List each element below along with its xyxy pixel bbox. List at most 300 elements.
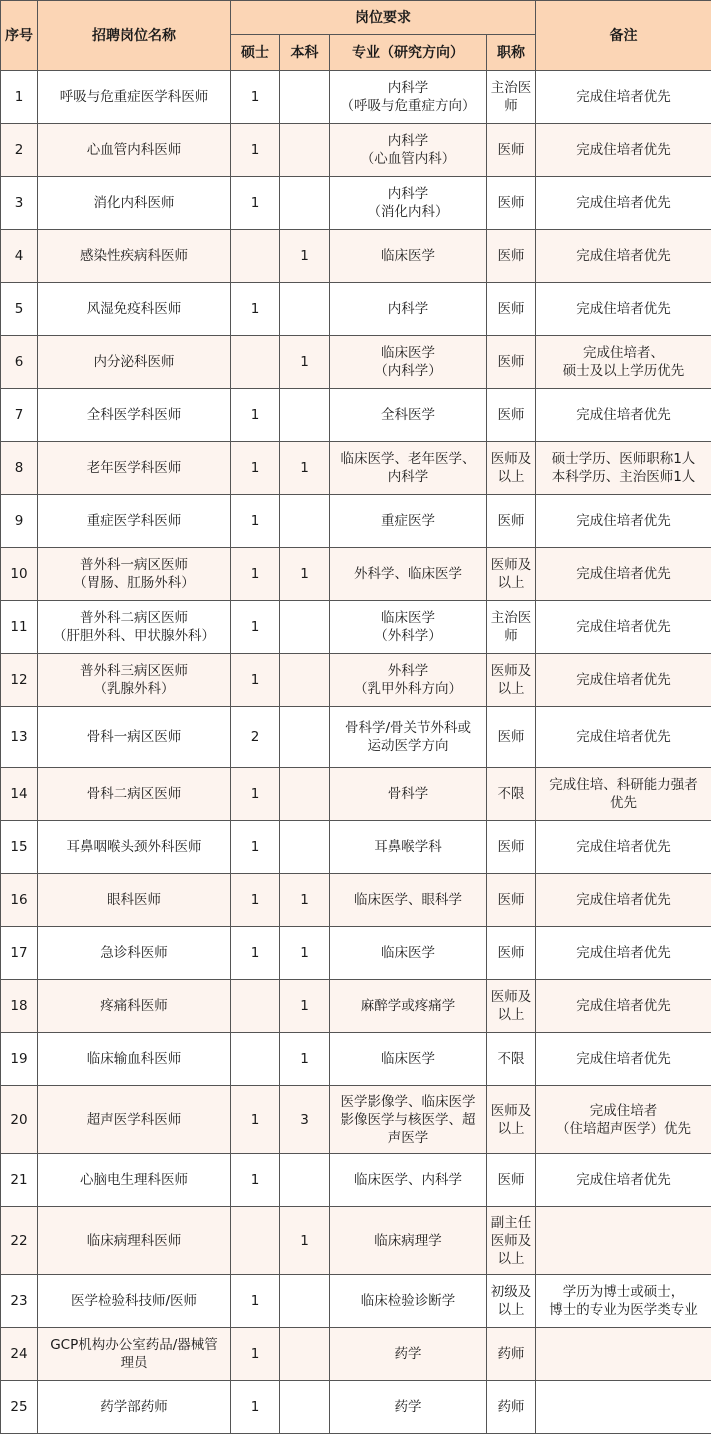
cell-major: [330, 1207, 487, 1275]
cell-bachelor: [280, 601, 330, 654]
cell-major-line: 耳鼻喉学科: [332, 838, 484, 856]
cell-bachelor: [280, 654, 330, 707]
cell-master: 1: [231, 548, 280, 601]
cell-remark: [536, 548, 711, 601]
cell-remark-line: 硕士学历、医师职称1人: [538, 450, 709, 468]
cell-remark-line: 完成住培者优先: [538, 891, 709, 909]
cell-title-line: 师: [489, 97, 533, 115]
cell-major: [330, 707, 487, 768]
cell-major: [330, 1033, 487, 1086]
cell-title-line: 医师: [489, 194, 533, 212]
cell-title: [487, 1154, 536, 1207]
cell-major-line: 医学影像学、临床医学: [332, 1093, 484, 1111]
cell-remark-line: 完成住培者优先: [538, 565, 709, 583]
table-row: [1, 980, 711, 1033]
table-row: [1, 495, 711, 548]
header-position-name: 招聘岗位名称: [38, 1, 231, 71]
cell-position-name-line: 呼吸与危重症医学科医师: [40, 88, 228, 106]
cell-position-name: [38, 177, 231, 230]
cell-position-name-line: 普外科一病区医师: [40, 556, 228, 574]
cell-seq: 22: [1, 1207, 38, 1275]
table-row: [1, 1275, 711, 1328]
cell-title-line: 以上: [489, 468, 533, 486]
cell-position-name: [38, 1328, 231, 1381]
cell-remark-line: 完成住培者优先: [538, 247, 709, 265]
cell-major: [330, 336, 487, 389]
cell-title: [487, 1275, 536, 1328]
cell-title-line: 医师及: [489, 988, 533, 1006]
cell-bachelor: [280, 768, 330, 821]
cell-major-line: （乳甲外科方向）: [332, 680, 484, 698]
cell-remark: [536, 283, 711, 336]
cell-remark-line: 完成住培者优先: [538, 944, 709, 962]
cell-remark-line: 学历为博士或硕士，: [538, 1283, 709, 1301]
cell-remark: [536, 768, 711, 821]
cell-title-line: 医师: [489, 406, 533, 424]
cell-master: 1: [231, 1275, 280, 1328]
cell-master: 1: [231, 874, 280, 927]
cell-title-line: 医师及: [489, 1232, 533, 1250]
cell-title: [487, 1328, 536, 1381]
cell-major: [330, 283, 487, 336]
cell-bachelor: [280, 283, 330, 336]
cell-major: [330, 654, 487, 707]
cell-position-name: [38, 442, 231, 495]
cell-remark: [536, 71, 711, 124]
cell-master: 2: [231, 707, 280, 768]
cell-position-name-line: 老年医学科医师: [40, 459, 228, 477]
cell-title: [487, 336, 536, 389]
cell-seq: 4: [1, 230, 38, 283]
cell-title-line: 主治医: [489, 79, 533, 97]
cell-title-line: 医师及: [489, 1102, 533, 1120]
cell-bachelor: [280, 124, 330, 177]
cell-seq: 15: [1, 821, 38, 874]
header-title: 职称: [487, 35, 536, 71]
cell-title-line: 医师: [489, 891, 533, 909]
cell-remark: [536, 707, 711, 768]
cell-major-line: 内科学: [332, 132, 484, 150]
cell-position-name: [38, 1154, 231, 1207]
cell-title-line: 副主任: [489, 1214, 533, 1232]
cell-major-line: 临床医学: [332, 944, 484, 962]
cell-bachelor: 1: [280, 980, 330, 1033]
table-row: [1, 71, 711, 124]
cell-master: 1: [231, 283, 280, 336]
cell-remark: [536, 821, 711, 874]
header-bachelor: 本科: [280, 35, 330, 71]
cell-bachelor: [280, 495, 330, 548]
cell-major: [330, 821, 487, 874]
cell-major: [330, 1381, 487, 1434]
cell-title: [487, 124, 536, 177]
cell-remark: [536, 980, 711, 1033]
table-row: [1, 177, 711, 230]
cell-major-line: 内科学: [332, 300, 484, 318]
cell-remark-line: 完成住培者优先: [538, 406, 709, 424]
cell-position-name: [38, 230, 231, 283]
cell-bachelor: [280, 821, 330, 874]
cell-major-line: 临床医学: [332, 1050, 484, 1068]
cell-major-line: 临床医学、眼科学: [332, 891, 484, 909]
cell-major-line: 骨科学/骨关节外科或: [332, 719, 484, 737]
cell-master: 1: [231, 495, 280, 548]
cell-master: 1: [231, 768, 280, 821]
cell-position-name: [38, 389, 231, 442]
cell-bachelor: 1: [280, 874, 330, 927]
cell-position-name: [38, 283, 231, 336]
cell-position-name: [38, 874, 231, 927]
cell-remark: [536, 601, 711, 654]
cell-major: [330, 548, 487, 601]
table-row: [1, 336, 711, 389]
cell-title: [487, 495, 536, 548]
cell-seq: 14: [1, 768, 38, 821]
cell-remark-line: 优先: [538, 794, 709, 812]
cell-bachelor: [280, 71, 330, 124]
cell-title: [487, 1086, 536, 1154]
cell-remark-line: 完成住培者优先: [538, 671, 709, 689]
cell-position-name: [38, 927, 231, 980]
cell-seq: 7: [1, 389, 38, 442]
cell-remark: [536, 389, 711, 442]
cell-seq: 23: [1, 1275, 38, 1328]
cell-seq: 6: [1, 336, 38, 389]
cell-position-name: [38, 707, 231, 768]
cell-title: [487, 980, 536, 1033]
cell-title: [487, 548, 536, 601]
cell-position-name: [38, 1207, 231, 1275]
cell-bachelor: 1: [280, 442, 330, 495]
table-row: [1, 548, 711, 601]
table-row: [1, 821, 711, 874]
cell-bachelor: 1: [280, 1207, 330, 1275]
cell-position-name-line: 疼痛科医师: [40, 997, 228, 1015]
cell-remark: [536, 927, 711, 980]
cell-major-line: （外科学）: [332, 627, 484, 645]
cell-seq: 24: [1, 1328, 38, 1381]
cell-title-line: 医师: [489, 728, 533, 746]
header-requirements: 岗位要求: [231, 1, 536, 35]
cell-title-line: 以上: [489, 1301, 533, 1319]
cell-remark: [536, 495, 711, 548]
cell-major-line: 药学: [332, 1345, 484, 1363]
cell-title: [487, 442, 536, 495]
cell-position-name: [38, 71, 231, 124]
cell-bachelor: [280, 1275, 330, 1328]
cell-title-line: 医师: [489, 141, 533, 159]
cell-seq: 17: [1, 927, 38, 980]
cell-major: [330, 442, 487, 495]
cell-remark: [536, 124, 711, 177]
cell-bachelor: 1: [280, 548, 330, 601]
cell-position-name: [38, 1381, 231, 1434]
cell-major-line: 运动医学方向: [332, 737, 484, 755]
cell-title-line: 药师: [489, 1398, 533, 1416]
cell-remark-line: 完成住培者优先: [538, 512, 709, 530]
cell-seq: 20: [1, 1086, 38, 1154]
cell-title-line: 师: [489, 627, 533, 645]
cell-major: [330, 1086, 487, 1154]
cell-major-line: 内科学: [332, 79, 484, 97]
cell-seq: 21: [1, 1154, 38, 1207]
table-row: [1, 1381, 711, 1434]
cell-seq: 19: [1, 1033, 38, 1086]
table-row: [1, 389, 711, 442]
cell-major-line: 骨科学: [332, 785, 484, 803]
cell-title-line: 医师: [489, 353, 533, 371]
cell-position-name: [38, 495, 231, 548]
cell-position-name-line: 急诊科医师: [40, 944, 228, 962]
cell-remark-line: 完成住培者优先: [538, 1050, 709, 1068]
table-row: [1, 1207, 711, 1275]
cell-master: 1: [231, 821, 280, 874]
cell-position-name: [38, 124, 231, 177]
cell-master: 1: [231, 1086, 280, 1154]
cell-seq: 25: [1, 1381, 38, 1434]
cell-major: [330, 980, 487, 1033]
cell-remark: [536, 442, 711, 495]
cell-remark: [536, 336, 711, 389]
cell-master: 1: [231, 442, 280, 495]
cell-remark: [536, 1328, 711, 1381]
cell-remark: [536, 874, 711, 927]
table-row: [1, 1086, 711, 1154]
cell-major: [330, 124, 487, 177]
cell-seq: 12: [1, 654, 38, 707]
cell-position-name-line: 心血管内科医师: [40, 141, 228, 159]
cell-bachelor: [280, 177, 330, 230]
table-row: [1, 230, 711, 283]
cell-title-line: 医师: [489, 1171, 533, 1189]
cell-seq: 11: [1, 601, 38, 654]
cell-major-line: （消化内科）: [332, 203, 484, 221]
cell-remark-line: 完成住培者优先: [538, 728, 709, 746]
cell-remark: [536, 654, 711, 707]
cell-master: [231, 230, 280, 283]
cell-position-name-line: （胃肠、肛肠外科）: [40, 574, 228, 592]
table-row: [1, 1033, 711, 1086]
cell-remark-line: 完成住培者优先: [538, 838, 709, 856]
cell-title-line: 医师: [489, 512, 533, 530]
cell-master: [231, 980, 280, 1033]
cell-title: [487, 601, 536, 654]
cell-seq: 1: [1, 71, 38, 124]
cell-title: [487, 768, 536, 821]
cell-bachelor: 1: [280, 336, 330, 389]
cell-major: [330, 1154, 487, 1207]
cell-seq: 5: [1, 283, 38, 336]
cell-title-line: 医师: [489, 247, 533, 265]
cell-master: 1: [231, 177, 280, 230]
cell-position-name-line: 普外科二病区医师: [40, 609, 228, 627]
cell-title-line: 以上: [489, 574, 533, 592]
cell-major-line: 临床检验诊断学: [332, 1292, 484, 1310]
cell-title-line: 以上: [489, 1006, 533, 1024]
cell-title-line: 以上: [489, 1250, 533, 1268]
cell-remark-line: 完成住培者优先: [538, 618, 709, 636]
cell-major: [330, 495, 487, 548]
cell-bachelor: 1: [280, 230, 330, 283]
cell-position-name: [38, 601, 231, 654]
cell-position-name-line: （肝胆外科、甲状腺外科）: [40, 627, 228, 645]
cell-major: [330, 389, 487, 442]
cell-remark-line: 本科学历、主治医师1人: [538, 468, 709, 486]
cell-position-name: [38, 336, 231, 389]
cell-major-line: （呼吸与危重症方向）: [332, 97, 484, 115]
cell-seq: 10: [1, 548, 38, 601]
cell-master: 1: [231, 1154, 280, 1207]
cell-master: [231, 1033, 280, 1086]
cell-major: [330, 927, 487, 980]
cell-major-line: 临床医学、内科学: [332, 1171, 484, 1189]
cell-title-line: 医师: [489, 944, 533, 962]
cell-position-name-line: 骨科一病区医师: [40, 728, 228, 746]
cell-major-line: 临床医学: [332, 247, 484, 265]
cell-remark: [536, 1033, 711, 1086]
cell-title: [487, 1207, 536, 1275]
cell-title: [487, 927, 536, 980]
cell-remark-line: （住培超声医学）优先: [538, 1120, 709, 1138]
cell-remark: [536, 1086, 711, 1154]
cell-title: [487, 230, 536, 283]
cell-major: [330, 1328, 487, 1381]
cell-position-name-line: 临床病理科医师: [40, 1232, 228, 1250]
cell-seq: 3: [1, 177, 38, 230]
cell-position-name-line: 眼科医师: [40, 891, 228, 909]
cell-title: [487, 874, 536, 927]
cell-remark-line: 完成住培者优先: [538, 88, 709, 106]
cell-title: [487, 389, 536, 442]
cell-position-name-line: （乳腺外科）: [40, 680, 228, 698]
cell-major-line: 临床医学: [332, 344, 484, 362]
cell-remark-line: 博士的专业为医学类专业: [538, 1301, 709, 1319]
cell-title-line: 主治医: [489, 609, 533, 627]
cell-major-line: 内科学: [332, 185, 484, 203]
cell-major-line: 外科学: [332, 662, 484, 680]
cell-position-name: [38, 768, 231, 821]
table-row: [1, 124, 711, 177]
header-major: 专业（研究方向）: [330, 35, 487, 71]
header-seq: 序号: [1, 1, 38, 71]
cell-remark-line: 完成住培者: [538, 1102, 709, 1120]
cell-position-name-line: 普外科三病区医师: [40, 662, 228, 680]
header-master: 硕士: [231, 35, 280, 71]
cell-remark: [536, 1154, 711, 1207]
cell-major-line: 声医学: [332, 1129, 484, 1147]
cell-major: [330, 71, 487, 124]
cell-remark-line: 完成住培者优先: [538, 300, 709, 318]
cell-position-name: [38, 1086, 231, 1154]
cell-bachelor: [280, 1381, 330, 1434]
cell-seq: 18: [1, 980, 38, 1033]
table-row: [1, 283, 711, 336]
cell-seq: 8: [1, 442, 38, 495]
cell-position-name-line: 临床输血科医师: [40, 1050, 228, 1068]
cell-remark-line: 完成住培者优先: [538, 194, 709, 212]
cell-major: [330, 601, 487, 654]
table-row: [1, 601, 711, 654]
cell-position-name: [38, 1275, 231, 1328]
cell-title: [487, 1033, 536, 1086]
cell-major: [330, 1275, 487, 1328]
table-body: [1, 71, 711, 1434]
cell-bachelor: 1: [280, 1033, 330, 1086]
cell-title-line: 以上: [489, 680, 533, 698]
table-row: [1, 654, 711, 707]
table-row: [1, 1328, 711, 1381]
cell-title-line: 初级及: [489, 1283, 533, 1301]
cell-position-name-line: 风湿免疫科医师: [40, 300, 228, 318]
cell-position-name-line: 理员: [40, 1354, 228, 1372]
cell-master: [231, 1207, 280, 1275]
cell-major-line: 临床医学、老年医学、: [332, 450, 484, 468]
cell-bachelor: 3: [280, 1086, 330, 1154]
cell-title-line: 医师: [489, 838, 533, 856]
cell-master: 1: [231, 601, 280, 654]
cell-remark: [536, 177, 711, 230]
table-row: [1, 927, 711, 980]
cell-bachelor: 1: [280, 927, 330, 980]
cell-position-name-line: 消化内科医师: [40, 194, 228, 212]
cell-major: [330, 177, 487, 230]
cell-position-name-line: 骨科二病区医师: [40, 785, 228, 803]
cell-major-line: 临床医学: [332, 609, 484, 627]
cell-major-line: 临床病理学: [332, 1232, 484, 1250]
table-row: [1, 874, 711, 927]
cell-title: [487, 71, 536, 124]
cell-major: [330, 874, 487, 927]
cell-master: 1: [231, 71, 280, 124]
cell-seq: 2: [1, 124, 38, 177]
cell-seq: 13: [1, 707, 38, 768]
cell-master: 1: [231, 1381, 280, 1434]
cell-position-name-line: 药学部药师: [40, 1398, 228, 1416]
cell-position-name-line: 重症医学科医师: [40, 512, 228, 530]
cell-title-line: 不限: [489, 1050, 533, 1068]
cell-remark-line: 完成住培者、: [538, 344, 709, 362]
cell-major-line: 内科学: [332, 468, 484, 486]
cell-major-line: 全科医学: [332, 406, 484, 424]
cell-position-name: [38, 654, 231, 707]
cell-major-line: 重症医学: [332, 512, 484, 530]
cell-bachelor: [280, 1328, 330, 1381]
table-row: [1, 707, 711, 768]
cell-major-line: 麻醉学或疼痛学: [332, 997, 484, 1015]
cell-bachelor: [280, 707, 330, 768]
header-remarks: 备注: [536, 1, 711, 71]
table-row: [1, 1154, 711, 1207]
cell-title: [487, 283, 536, 336]
cell-remark-line: 完成住培、科研能力强者: [538, 776, 709, 794]
cell-remark-line: 硕士及以上学历优先: [538, 362, 709, 380]
cell-position-name-line: 医学检验科技师/医师: [40, 1292, 228, 1310]
cell-position-name: [38, 980, 231, 1033]
cell-major-line: （内科学）: [332, 362, 484, 380]
table-row: [1, 442, 711, 495]
cell-title-line: 医师及: [489, 450, 533, 468]
cell-master: 1: [231, 927, 280, 980]
cell-position-name: [38, 821, 231, 874]
cell-bachelor: [280, 389, 330, 442]
cell-position-name-line: 耳鼻咽喉头颈外科医师: [40, 838, 228, 856]
cell-master: 1: [231, 654, 280, 707]
cell-major-line: 药学: [332, 1398, 484, 1416]
cell-major-line: （心血管内科）: [332, 150, 484, 168]
cell-remark-line: 完成住培者优先: [538, 1171, 709, 1189]
cell-bachelor: [280, 1154, 330, 1207]
cell-title-line: 不限: [489, 785, 533, 803]
